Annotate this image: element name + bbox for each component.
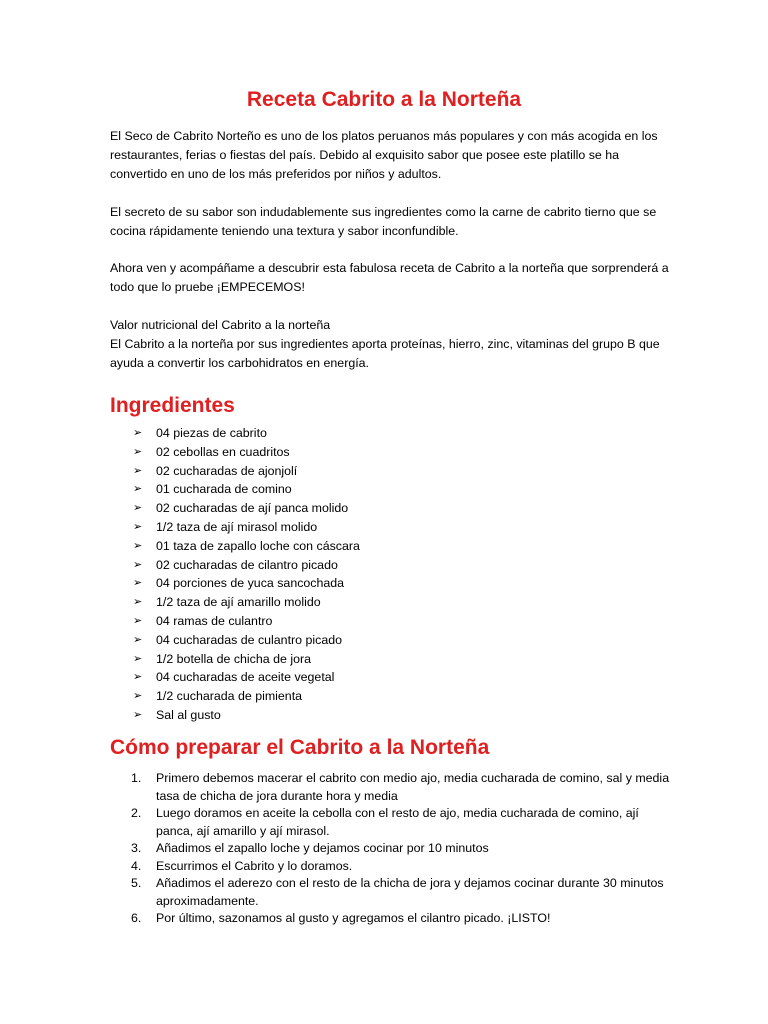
ingredient-text: 02 cucharadas de ajonjolí xyxy=(156,463,298,478)
ingredient-text: 1/2 taza de ají mirasol molido xyxy=(156,519,318,534)
arrow-bullet-icon: ➢ xyxy=(133,464,143,477)
preparation-step xyxy=(110,770,670,805)
preparation-step xyxy=(110,858,670,876)
arrow-bullet-icon: ➢ xyxy=(133,427,143,439)
ingredient-text: 02 cucharadas de cilantro picado xyxy=(156,557,338,572)
ingredient-item xyxy=(110,462,670,481)
arrow-bullet-icon: ➢ xyxy=(133,520,143,533)
ingredient-item xyxy=(110,668,670,687)
arrow-bullet-icon: ➢ xyxy=(133,502,143,515)
step-number: 1. xyxy=(131,771,142,785)
arrow-bullet-icon: ➢ xyxy=(133,483,143,496)
ingredient-item xyxy=(110,424,670,443)
ingredient-item xyxy=(110,574,670,593)
preparation-step xyxy=(110,805,670,840)
ingredient-text: 1/2 taza de ají amarillo molido xyxy=(156,595,321,610)
step-number: 2. xyxy=(131,806,142,820)
ingredient-item xyxy=(110,480,670,499)
invite-paragraph: Ahora ven y acompáñame a descubrir esta fabulosa receta de Cabrito a la norteña que sorprenderá a todo que lo pruebe ¡EMPECEMOS! xyxy=(110,261,669,294)
ingredient-text: Sal al gusto xyxy=(156,707,221,722)
arrow-bullet-icon: ➢ xyxy=(133,633,143,646)
step-number: 3. xyxy=(131,841,142,855)
step-number: 5. xyxy=(131,876,142,890)
arrow-bullet-icon: ➢ xyxy=(133,445,143,458)
preparation-step xyxy=(110,875,670,910)
step-number: 6. xyxy=(131,911,142,925)
arrow-bullet-icon: ➢ xyxy=(133,690,143,703)
arrow-bullet-icon: ➢ xyxy=(133,652,143,665)
ingredients-list xyxy=(110,424,670,725)
preparation-step xyxy=(110,840,670,858)
preparation-step xyxy=(110,910,670,928)
step-text: Añadimos el aderezo con el resto de la chicha de jora y dejamos cocinar durante 30 minutos aproximadamente. xyxy=(156,876,664,908)
ingredient-text: 04 porciones de yuca sancochada xyxy=(156,576,345,591)
ingredient-text: 02 cucharadas de ají panca molido xyxy=(156,501,349,516)
arrow-bullet-icon: ➢ xyxy=(133,577,143,590)
ingredient-item xyxy=(110,612,670,631)
step-number: 4. xyxy=(131,858,142,873)
ingredient-text: 01 taza de zapallo loche con cáscara xyxy=(156,538,360,553)
nutrition-heading: Valor nutricional del Cabrito a la norteña xyxy=(110,318,331,332)
arrow-bullet-icon: ➢ xyxy=(133,708,143,721)
arrow-bullet-icon: ➢ xyxy=(133,539,143,552)
ingredient-text: 1/2 botella de chicha de jora xyxy=(156,651,311,666)
ingredient-item xyxy=(110,687,670,706)
ingredient-text: 1/2 cucharada de pimienta xyxy=(156,689,303,704)
ingredient-item xyxy=(110,706,670,725)
ingredient-text: 01 cucharada de comino xyxy=(156,482,292,497)
arrow-bullet-icon: ➢ xyxy=(133,614,143,627)
arrow-bullet-icon: ➢ xyxy=(133,558,143,571)
ingredient-item xyxy=(110,631,670,650)
step-text: Añadimos el zapallo loche y dejamos cocinar por 10 minutos xyxy=(156,841,489,855)
ingredient-item xyxy=(110,593,670,612)
nutrition-paragraph: El Cabrito a la norteña por sus ingredientes aporta proteínas, hierro, zinc, vitaminas del grupo B que ayuda a convertir los carbohidratos en energía. xyxy=(110,337,660,370)
ingredient-item xyxy=(110,499,670,518)
ingredient-item xyxy=(110,650,670,669)
preparation-heading: Cómo preparar el Cabrito a la Norteña xyxy=(110,736,490,759)
ingredients-heading: Ingredientes xyxy=(110,394,235,417)
ingredient-text: 02 cebollas en cuadritos xyxy=(156,444,290,459)
step-text: Por último, sazonamos al gusto y agregamos el cilantro picado. ¡LISTO! xyxy=(156,911,551,925)
step-text: Escurrimos el Cabrito y lo doramos. xyxy=(156,858,353,873)
ingredient-text: 04 cucharadas de culantro picado xyxy=(156,632,342,647)
ingredient-text: 04 ramas de culantro xyxy=(156,613,273,628)
ingredient-item xyxy=(110,556,670,575)
step-text: Luego doramos en aceite la cebolla con el resto de ajo, media cucharada de comino, ají panca, ají amarillo y ají mirasol. xyxy=(156,806,639,838)
ingredient-item xyxy=(110,443,670,462)
page-title: Receta Cabrito a la Norteña xyxy=(246,88,522,111)
intro-paragraph: El Seco de Cabrito Norteño es uno de los platos peruanos más populares y con más acogida en los restaurantes, ferias o fiestas del país. Debido al exquisito sabor que posee este platillo se ha convertido en uno de los más preferidos por niños y adultos. xyxy=(110,129,658,181)
arrow-bullet-icon: ➢ xyxy=(133,596,143,609)
arrow-bullet-icon: ➢ xyxy=(133,671,143,684)
ingredient-text: 04 piezas de cabrito xyxy=(156,426,267,440)
ingredient-item xyxy=(110,537,670,556)
step-text: Primero debemos macerar el cabrito con medio ajo, media cucharada de comino, sal y media tasa de chicha de jora durante hora y media xyxy=(156,771,670,803)
ingredient-text: 04 cucharadas de aceite vegetal xyxy=(156,670,335,685)
preparation-steps xyxy=(110,770,670,928)
secret-paragraph: El secreto de su sabor son indudablemente sus ingredientes como la carne de cabrito tierno que se cocina rápidamente teniendo una textura y sabor inconfundible. xyxy=(110,205,657,238)
ingredient-item xyxy=(110,518,670,537)
